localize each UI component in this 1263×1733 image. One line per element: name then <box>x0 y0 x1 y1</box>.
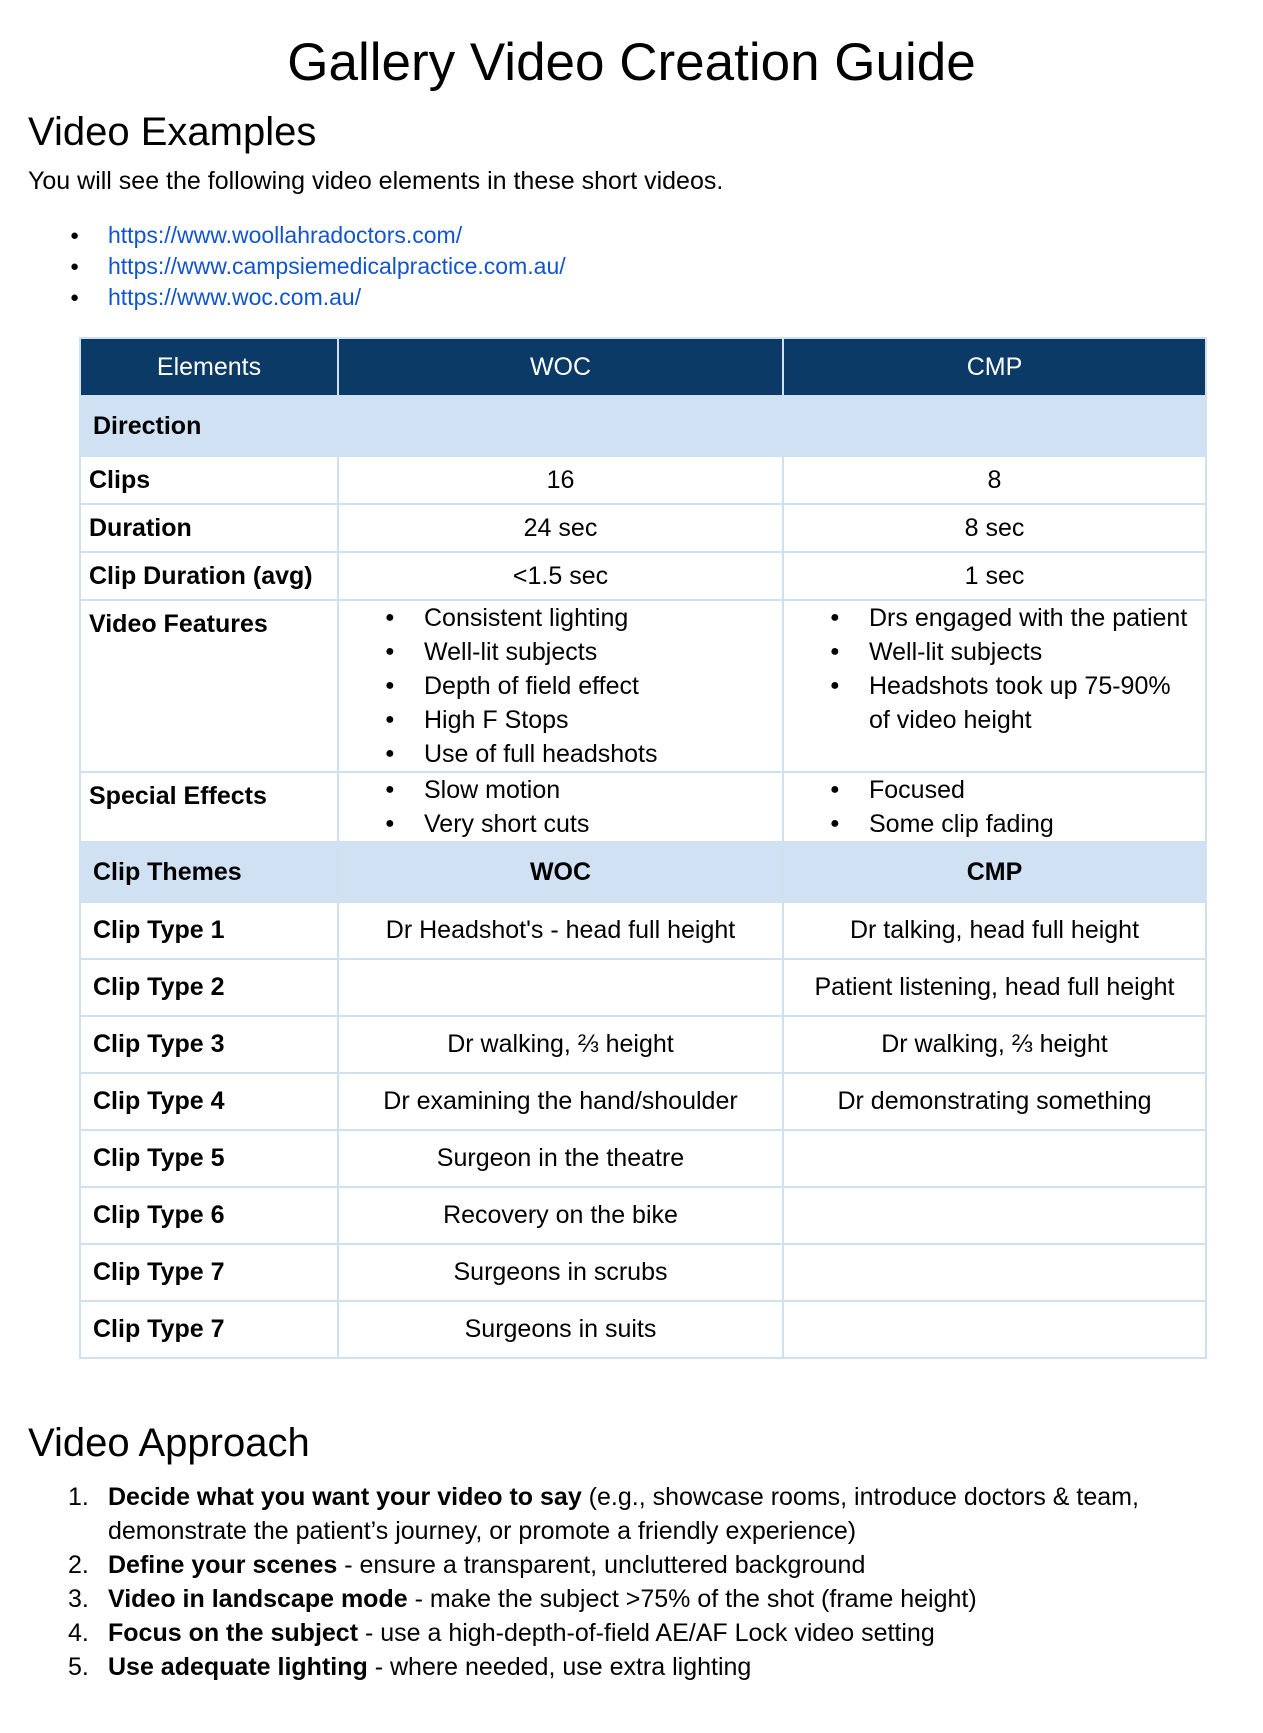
row-label: Duration <box>80 504 338 552</box>
list-item: ● High F Stops <box>347 703 774 737</box>
step-detail: - where needed, use extra lighting <box>367 1653 752 1681</box>
list-item: ● Focused <box>792 773 1197 807</box>
cmp-features <box>783 600 1206 772</box>
table-row <box>80 1073 1206 1130</box>
step-detail: - ensure a transparent, uncluttered background <box>337 1551 866 1579</box>
table-row <box>80 902 1206 959</box>
list-item: ● Well-lit subjects <box>347 635 774 669</box>
list-item: ● Slow motion <box>347 773 774 807</box>
step-detail: - make the subject >75% of the shot (frame height) <box>407 1585 977 1613</box>
row-label: Clip Type 2 <box>80 959 338 1016</box>
example-links-list <box>28 220 566 313</box>
list-item: ● Headshots took up 75-90% of video height <box>792 669 1197 737</box>
row-label: Clip Type 5 <box>80 1130 338 1187</box>
table-row <box>80 1301 1206 1358</box>
table-row <box>80 1244 1206 1301</box>
step-number: 1. <box>68 1483 89 1511</box>
table-row <box>80 504 1206 552</box>
list-item: ● Consistent lighting <box>347 601 774 635</box>
cmp-value <box>783 1301 1206 1358</box>
list-item: ● Drs engaged with the patient <box>792 601 1197 635</box>
woc-value: Surgeons in scrubs <box>338 1244 783 1301</box>
step-title: Decide what you want your video to say <box>108 1483 582 1511</box>
woc-value: Surgeons in suits <box>338 1301 783 1358</box>
step-number: 4. <box>68 1619 89 1647</box>
step-number: 3. <box>68 1585 89 1613</box>
step-detail: - use a high-depth-of-field AE/AF Lock video setting <box>358 1619 935 1647</box>
example-link-woollahra[interactable]: https://www.woollahradoctors.com/ <box>108 222 463 248</box>
woc-value: 16 <box>338 456 783 504</box>
woc-effects <box>338 772 783 842</box>
step-number: 5. <box>68 1653 89 1681</box>
list-item <box>28 1582 1238 1616</box>
woc-value <box>338 959 783 1016</box>
list-item <box>28 251 566 282</box>
step-title: Focus on the subject <box>108 1619 359 1647</box>
example-link-campsie[interactable]: https://www.campsiemedicalpractice.com.au/ <box>108 253 566 279</box>
list-item: ● Depth of field effect <box>347 669 774 703</box>
row-label: Clip Type 7 <box>80 1244 338 1301</box>
cmp-value <box>783 1130 1206 1187</box>
comparison-table <box>79 337 1207 1359</box>
row-label: Clip Duration (avg) <box>80 552 338 600</box>
video-approach-heading: Video Approach <box>28 1421 310 1465</box>
woc-features <box>338 600 783 772</box>
row-label: Clip Type 3 <box>80 1016 338 1073</box>
table-row <box>80 456 1206 504</box>
cmp-effects <box>783 772 1206 842</box>
approach-steps-list <box>28 1480 1238 1684</box>
clip-themes-section-row <box>80 842 1206 902</box>
table-row <box>80 552 1206 600</box>
list-item <box>28 1480 1238 1548</box>
cmp-value: 1 sec <box>783 552 1206 600</box>
row-label: Clip Type 1 <box>80 902 338 959</box>
table-row <box>80 1016 1206 1073</box>
list-item: ● Some clip fading <box>792 807 1197 841</box>
step-detail: (e.g., showcase rooms, introduce doctors & team, demonstrate the patient’s journey, or promote a friendly experience) <box>108 1483 1139 1545</box>
table-row <box>80 1187 1206 1244</box>
table-row <box>80 959 1206 1016</box>
example-link-woc[interactable]: https://www.woc.com.au/ <box>108 284 362 310</box>
list-item <box>28 1616 1238 1650</box>
woc-value: Surgeon in the theatre <box>338 1130 783 1187</box>
row-label: Clip Type 6 <box>80 1187 338 1244</box>
clip-themes-label: Clip Themes <box>80 842 338 902</box>
woc-value: Dr walking, ⅔ height <box>338 1016 783 1073</box>
step-number: 2. <box>68 1551 89 1579</box>
table-row <box>80 600 1206 772</box>
document-title: Gallery Video Creation Guide <box>287 33 976 92</box>
cmp-value: Dr demonstrating something <box>783 1073 1206 1130</box>
cmp-value <box>783 1244 1206 1301</box>
cmp-value: 8 sec <box>783 504 1206 552</box>
row-label: Special Effects <box>80 772 338 842</box>
row-label: Clip Type 4 <box>80 1073 338 1130</box>
header-cmp: CMP <box>783 338 1206 396</box>
list-item <box>28 1650 1238 1684</box>
woc-value: Recovery on the bike <box>338 1187 783 1244</box>
cmp-value: 8 <box>783 456 1206 504</box>
list-item <box>28 220 566 251</box>
list-item: ● Very short cuts <box>347 807 774 841</box>
examples-intro: You will see the following video elements in these short videos. <box>28 167 724 195</box>
list-item: ● Well-lit subjects <box>792 635 1197 669</box>
video-examples-heading: Video Examples <box>28 110 317 154</box>
woc-value: 24 sec <box>338 504 783 552</box>
list-item <box>28 282 566 313</box>
list-item <box>28 1548 1238 1582</box>
row-label: Clip Type 7 <box>80 1301 338 1358</box>
woc-value: Dr Headshot's - head full height <box>338 902 783 959</box>
table-header-row <box>80 338 1206 396</box>
cmp-value <box>783 1187 1206 1244</box>
woc-value: <1.5 sec <box>338 552 783 600</box>
row-label: Video Features <box>80 600 338 772</box>
clip-themes-cmp: CMP <box>783 842 1206 902</box>
cmp-value: Dr talking, head full height <box>783 902 1206 959</box>
header-elements: Elements <box>80 338 338 396</box>
table-row <box>80 772 1206 842</box>
step-title: Use adequate lighting <box>108 1653 368 1681</box>
step-title: Define your scenes <box>108 1551 338 1579</box>
table-row <box>80 1130 1206 1187</box>
direction-label: Direction <box>80 396 1206 456</box>
list-item: ● Use of full headshots <box>347 737 774 771</box>
row-label: Clips <box>80 456 338 504</box>
woc-value: Dr examining the hand/shoulder <box>338 1073 783 1130</box>
clip-themes-woc: WOC <box>338 842 783 902</box>
header-woc: WOC <box>338 338 783 396</box>
cmp-value: Dr walking, ⅔ height <box>783 1016 1206 1073</box>
direction-section-row <box>80 396 1206 456</box>
cmp-value: Patient listening, head full height <box>783 959 1206 1016</box>
step-title: Video in landscape mode <box>108 1585 408 1613</box>
